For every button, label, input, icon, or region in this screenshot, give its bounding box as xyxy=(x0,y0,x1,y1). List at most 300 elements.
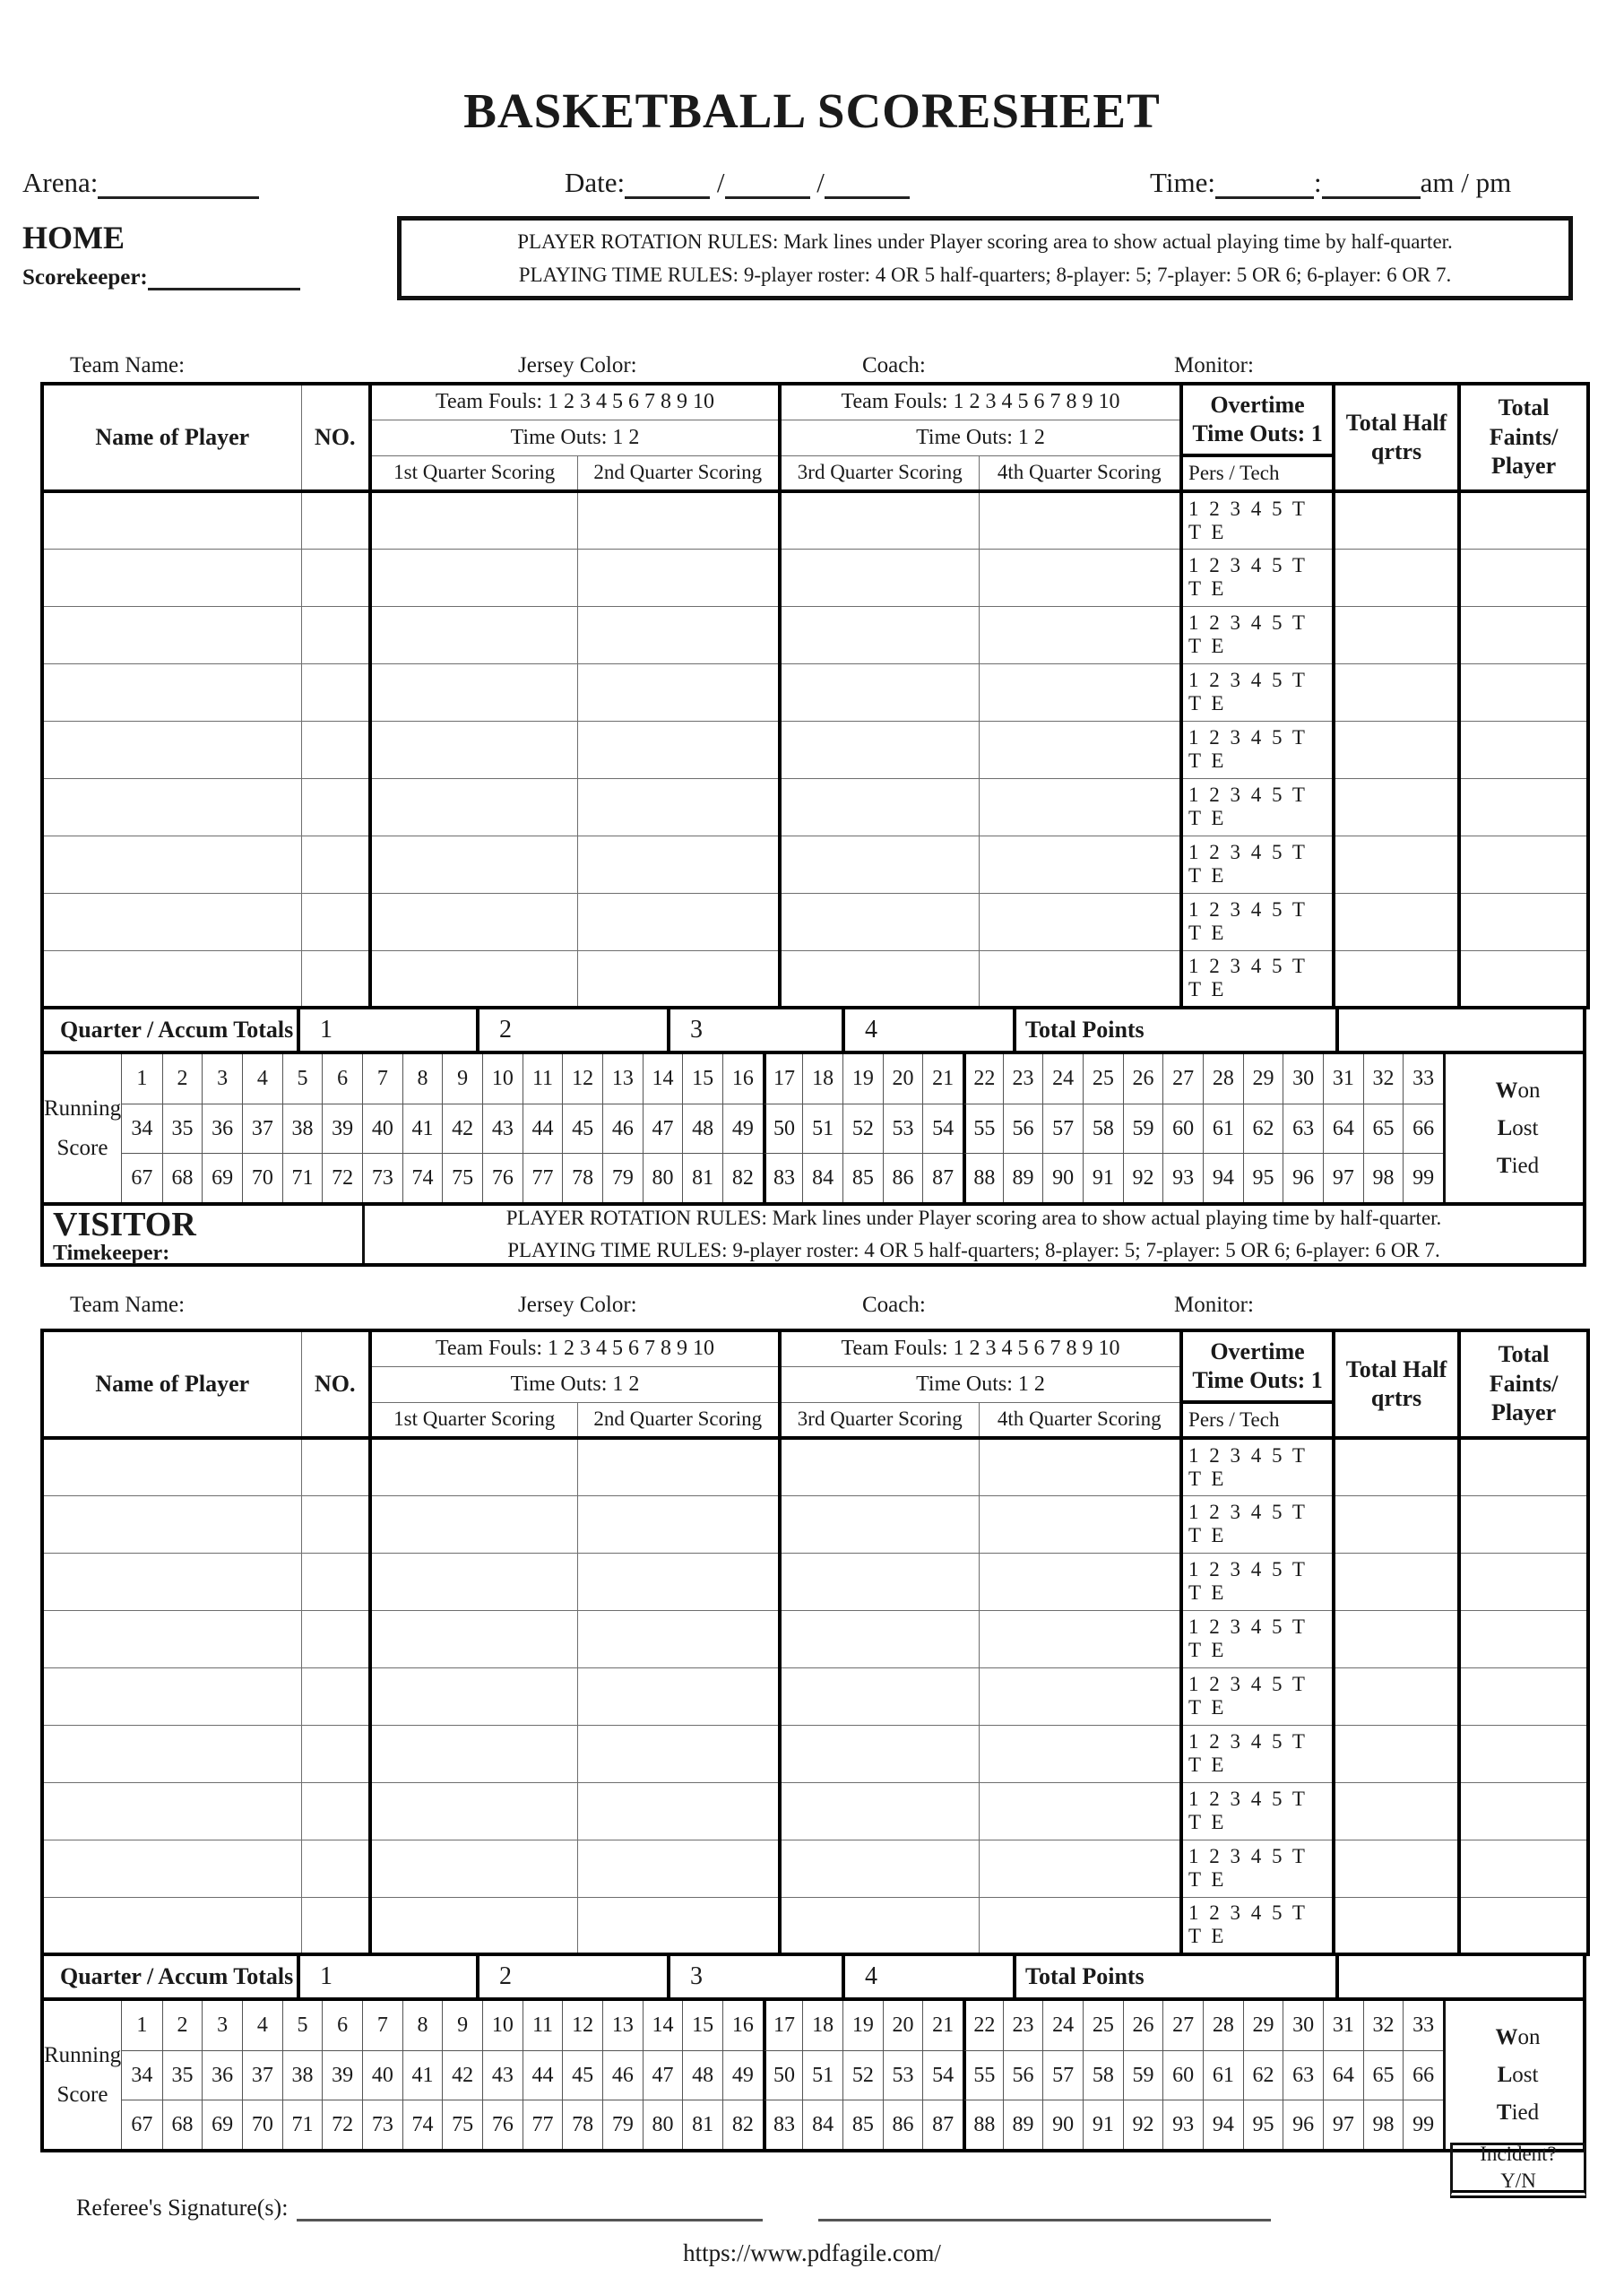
player-no-cell[interactable] xyxy=(301,1667,370,1725)
player-name-cell[interactable] xyxy=(42,778,301,836)
running-score-number: 64 xyxy=(1323,1104,1363,1153)
date-separator: / xyxy=(716,167,725,198)
running-score-number: 22 xyxy=(963,2001,1003,2050)
q3-scoring-cell[interactable] xyxy=(780,1782,979,1840)
running-score-number: 35 xyxy=(162,1104,203,1153)
visitor-section-label-cell xyxy=(44,1206,365,1263)
running-score-number: 40 xyxy=(362,2050,402,2100)
player-name-cell[interactable] xyxy=(42,549,301,606)
q3-scoring-cell[interactable] xyxy=(780,491,979,549)
running-score-number: 64 xyxy=(1323,2050,1363,2100)
q3-total-cell[interactable]: 3 xyxy=(667,1009,842,1051)
total-faints-cell[interactable] xyxy=(1459,1610,1588,1667)
q4-scoring-cell[interactable] xyxy=(979,1725,1181,1782)
total-half-cell[interactable] xyxy=(1334,1610,1459,1667)
q2-scoring-cell[interactable] xyxy=(577,491,780,549)
running-score-number: 67 xyxy=(122,2100,162,2149)
visitor-running-score xyxy=(40,2001,1586,2152)
player-name-cell[interactable] xyxy=(42,1438,301,1495)
player-name-cell[interactable] xyxy=(42,1667,301,1725)
running-score-number: 28 xyxy=(1203,2001,1243,2050)
player-no-cell[interactable] xyxy=(301,721,370,778)
running-score-number: 29 xyxy=(1243,2001,1283,2050)
total-faints-cell[interactable] xyxy=(1459,1553,1588,1610)
q3-scoring-cell[interactable] xyxy=(780,1610,979,1667)
running-score-number: 46 xyxy=(602,2050,643,2100)
total-half-cell[interactable] xyxy=(1334,1725,1459,1782)
q1-scoring-cell[interactable] xyxy=(370,1438,577,1495)
running-score-number: 4 xyxy=(242,1054,282,1104)
q4-scoring-cell[interactable] xyxy=(979,1495,1181,1553)
running-score-number: 66 xyxy=(1403,1104,1443,1153)
running-score-number: 98 xyxy=(1363,2100,1404,2149)
q2-scoring-cell[interactable] xyxy=(577,549,780,606)
q2-scoring-cell[interactable] xyxy=(577,663,780,721)
q1-scoring-cell[interactable] xyxy=(370,663,577,721)
running-score-number: 89 xyxy=(1003,1153,1043,1202)
running-score-number: 12 xyxy=(562,1054,602,1104)
q3-scoring-cell[interactable] xyxy=(780,893,979,950)
q1-scoring-cell[interactable] xyxy=(370,491,577,549)
total-half-cell[interactable] xyxy=(1334,778,1459,836)
player-row xyxy=(42,836,1588,893)
player-name-cell[interactable] xyxy=(42,1782,301,1840)
incident-yn-label: Y/N xyxy=(1500,2169,1536,2192)
player-no-cell[interactable] xyxy=(301,893,370,950)
scorekeeper-field xyxy=(22,265,300,290)
arena-label: Arena: xyxy=(22,167,99,198)
running-score-number: 38 xyxy=(282,2050,323,2100)
lost-label: Lost xyxy=(1497,2062,1539,2087)
visitor-quarter-totals-row xyxy=(40,1956,1586,2001)
total-half-cell[interactable] xyxy=(1334,1495,1459,1553)
running-score-number: 27 xyxy=(1162,2001,1203,2050)
running-score-number: 93 xyxy=(1162,2100,1203,2149)
q1-scoring-cell[interactable] xyxy=(370,1840,577,1897)
time-hour-blank[interactable] xyxy=(1215,173,1314,199)
running-score-number: 32 xyxy=(1363,1054,1404,1104)
q4-scoring-cell[interactable] xyxy=(979,663,1181,721)
total-faints-cell[interactable] xyxy=(1459,778,1588,836)
q1-scoring-cell[interactable] xyxy=(370,893,577,950)
player-name-cell[interactable] xyxy=(42,1897,301,1954)
won-label: Won xyxy=(1495,2024,1541,2049)
running-score-number: 87 xyxy=(922,2100,963,2149)
q3-scoring-cell[interactable] xyxy=(780,549,979,606)
running-score-number: 96 xyxy=(1283,1153,1323,1202)
player-row xyxy=(42,1840,1588,1897)
q1-scoring-header: 1st Quarter Scoring xyxy=(370,1402,577,1438)
q2-scoring-header: 2nd Quarter Scoring xyxy=(577,455,780,491)
q2-scoring-cell[interactable] xyxy=(577,893,780,950)
running-score-number: 25 xyxy=(1083,2001,1123,2050)
running-score-number: 50 xyxy=(763,2050,803,2100)
q4-scoring-cell[interactable] xyxy=(979,1553,1181,1610)
running-score-number: 16 xyxy=(722,1054,763,1104)
referee-signature-blank-1[interactable] xyxy=(297,2199,763,2221)
total-half-cell[interactable] xyxy=(1334,1897,1459,1954)
player-name-cell[interactable] xyxy=(42,1725,301,1782)
pers-tech-cell: 1 2 3 4 5 T T E xyxy=(1181,950,1334,1008)
time-outs-header-2h: Time Outs: 1 2 xyxy=(780,1366,1181,1402)
name-of-player-header: Name of Player xyxy=(42,1330,301,1438)
arena-blank[interactable] xyxy=(98,173,259,199)
q1-scoring-cell[interactable] xyxy=(370,1495,577,1553)
player-no-cell[interactable] xyxy=(301,1725,370,1782)
running-score-label: Running Score xyxy=(44,1096,122,1160)
total-half-cell[interactable] xyxy=(1334,1782,1459,1840)
q3-scoring-cell[interactable] xyxy=(780,1495,979,1553)
q3-scoring-cell[interactable] xyxy=(780,1840,979,1897)
q4-scoring-cell[interactable] xyxy=(979,1438,1181,1495)
total-faints-cell[interactable] xyxy=(1459,663,1588,721)
total-half-cell[interactable] xyxy=(1334,1553,1459,1610)
q4-scoring-cell[interactable] xyxy=(979,893,1181,950)
q4-scoring-cell[interactable] xyxy=(979,1840,1181,1897)
date-month-blank[interactable] xyxy=(625,173,710,199)
q2-scoring-cell[interactable] xyxy=(577,1610,780,1667)
q3-scoring-header: 3rd Quarter Scoring xyxy=(780,455,979,491)
total-faints-cell[interactable] xyxy=(1459,1782,1588,1840)
total-half-cell[interactable] xyxy=(1334,893,1459,950)
timekeeper-label: Timekeeper: xyxy=(53,1242,170,1265)
q2-total-cell[interactable]: 2 xyxy=(476,1009,667,1051)
total-half-cell[interactable] xyxy=(1334,1667,1459,1725)
player-row xyxy=(42,1667,1588,1725)
q1-total-cell[interactable]: 1 xyxy=(297,1956,476,1997)
running-score-number: 70 xyxy=(242,2100,282,2149)
player-name-cell[interactable] xyxy=(42,1553,301,1610)
player-no-cell[interactable] xyxy=(301,836,370,893)
scorekeeper-blank[interactable] xyxy=(148,269,300,290)
running-score-number: 69 xyxy=(202,2100,242,2149)
total-half-cell[interactable] xyxy=(1334,721,1459,778)
footer-url[interactable]: https://www.pdfagile.com/ xyxy=(683,2239,941,2266)
running-score-number: 34 xyxy=(122,1104,162,1153)
running-score-number: 99 xyxy=(1403,1153,1443,1202)
total-faints-cell[interactable] xyxy=(1459,606,1588,663)
player-no-cell[interactable] xyxy=(301,491,370,549)
q1-scoring-cell[interactable] xyxy=(370,606,577,663)
home-player-rows xyxy=(42,491,1588,1008)
running-score-number: 89 xyxy=(1003,2100,1043,2149)
total-half-cell[interactable] xyxy=(1334,950,1459,1008)
q2-scoring-header: 2nd Quarter Scoring xyxy=(577,1402,780,1438)
rules-box-visitor xyxy=(365,1206,1583,1263)
total-faints-cell[interactable] xyxy=(1459,950,1588,1008)
q1-scoring-cell[interactable] xyxy=(370,1553,577,1610)
q3-scoring-cell[interactable] xyxy=(780,950,979,1008)
running-score-number: 67 xyxy=(122,1153,162,1202)
q4-scoring-cell[interactable] xyxy=(979,721,1181,778)
running-score-number: 17 xyxy=(763,1054,803,1104)
running-score-number: 9 xyxy=(442,2001,482,2050)
player-name-cell[interactable] xyxy=(42,491,301,549)
q2-scoring-cell[interactable] xyxy=(577,1840,780,1897)
q2-scoring-cell[interactable] xyxy=(577,606,780,663)
running-score-number: 23 xyxy=(1003,2001,1043,2050)
q2-scoring-cell[interactable] xyxy=(577,1897,780,1954)
team-fouls-header-1h: Team Fouls: 1 2 3 4 5 6 7 8 9 10 xyxy=(370,1330,780,1366)
q3-scoring-cell[interactable] xyxy=(780,1438,979,1495)
q4-scoring-cell[interactable] xyxy=(979,836,1181,893)
player-name-cell[interactable] xyxy=(42,721,301,778)
incident-box[interactable] xyxy=(1450,2143,1586,2198)
q4-total-cell[interactable]: 4 xyxy=(842,1956,1013,1997)
q2-scoring-cell[interactable] xyxy=(577,778,780,836)
q1-scoring-cell[interactable] xyxy=(370,549,577,606)
running-score-number: 78 xyxy=(562,2100,602,2149)
running-score-number: 19 xyxy=(842,2001,883,2050)
pers-tech-cell: 1 2 3 4 5 T T E xyxy=(1181,836,1334,893)
running-score-number: 74 xyxy=(402,2100,443,2149)
q1-scoring-cell[interactable] xyxy=(370,721,577,778)
player-no-cell[interactable] xyxy=(301,778,370,836)
q4-scoring-cell[interactable] xyxy=(979,778,1181,836)
q3-scoring-cell[interactable] xyxy=(780,721,979,778)
player-name-cell[interactable] xyxy=(42,893,301,950)
q1-total-cell[interactable]: 1 xyxy=(297,1009,476,1051)
name-of-player-header: Name of Player xyxy=(42,384,301,491)
total-half-cell[interactable] xyxy=(1334,606,1459,663)
running-score-number: 96 xyxy=(1283,2100,1323,2149)
total-faints-cell[interactable] xyxy=(1459,1667,1588,1725)
q4-scoring-cell[interactable] xyxy=(979,950,1181,1008)
q1-scoring-cell[interactable] xyxy=(370,836,577,893)
q3-scoring-cell[interactable] xyxy=(780,1667,979,1725)
running-score-number: 55 xyxy=(963,2050,1003,2100)
q3-total-cell[interactable]: 3 xyxy=(667,1956,842,1997)
player-name-cell[interactable] xyxy=(42,606,301,663)
q3-scoring-cell[interactable] xyxy=(780,663,979,721)
total-points-label: Total Points xyxy=(1013,1009,1335,1051)
rules-line-1: PLAYER ROTATION RULES: Mark lines under Player scoring area to show actual playing time by half-quarter. xyxy=(517,230,1453,253)
pers-tech-header: Pers / Tech xyxy=(1181,1402,1334,1438)
date-day-blank[interactable] xyxy=(725,173,810,199)
referee-signature-blank-2[interactable] xyxy=(818,2199,1271,2221)
running-score-number: 63 xyxy=(1283,1104,1323,1153)
q2-scoring-cell[interactable] xyxy=(577,1725,780,1782)
q1-scoring-cell[interactable] xyxy=(370,1667,577,1725)
player-number-header: NO. xyxy=(301,384,370,491)
pers-tech-cell: 1 2 3 4 5 T T E xyxy=(1181,1782,1334,1840)
running-score-number: 30 xyxy=(1283,2001,1323,2050)
total-half-cell[interactable] xyxy=(1334,1840,1459,1897)
running-score-number: 18 xyxy=(802,1054,842,1104)
running-score-number: 53 xyxy=(883,2050,923,2100)
date-year-blank[interactable] xyxy=(825,173,910,199)
running-score-number: 98 xyxy=(1363,1153,1404,1202)
running-score-number: 5 xyxy=(282,2001,323,2050)
total-half-cell[interactable] xyxy=(1334,836,1459,893)
pers-tech-cell: 1 2 3 4 5 T T E xyxy=(1181,1438,1334,1495)
team-fouls-header-1h: Team Fouls: 1 2 3 4 5 6 7 8 9 10 xyxy=(370,384,780,420)
running-score-number: 10 xyxy=(482,1054,523,1104)
q2-total-cell[interactable]: 2 xyxy=(476,1956,667,1997)
pers-tech-cell: 1 2 3 4 5 T T E xyxy=(1181,1840,1334,1897)
jersey-color-label: Jersey Color: xyxy=(518,1293,637,1317)
visitor-section-label: VISITOR xyxy=(53,1206,196,1243)
total-faints-cell[interactable] xyxy=(1459,491,1588,549)
running-score-number: 47 xyxy=(643,2050,683,2100)
running-score-number: 27 xyxy=(1162,1054,1203,1104)
pers-tech-cell: 1 2 3 4 5 T T E xyxy=(1181,549,1334,606)
player-no-cell[interactable] xyxy=(301,549,370,606)
q4-scoring-cell[interactable] xyxy=(979,1782,1181,1840)
running-score-number: 18 xyxy=(802,2001,842,2050)
total-faints-cell[interactable] xyxy=(1459,893,1588,950)
total-half-qrtrs-header: Total Half qrtrs xyxy=(1334,384,1459,491)
q2-scoring-cell[interactable] xyxy=(577,1667,780,1725)
q1-scoring-cell[interactable] xyxy=(370,1782,577,1840)
running-score-number: 94 xyxy=(1203,1153,1243,1202)
overtime-header xyxy=(1181,1330,1334,1402)
player-name-cell[interactable] xyxy=(42,663,301,721)
page-title: BASKETBALL SCORESHEET xyxy=(463,83,1161,138)
running-score-number: 6 xyxy=(322,1054,362,1104)
q4-scoring-cell[interactable] xyxy=(979,606,1181,663)
pers-tech-header: Pers / Tech xyxy=(1181,455,1334,491)
visitor-score-table xyxy=(40,1329,1590,1956)
pers-tech-cell: 1 2 3 4 5 T T E xyxy=(1181,1897,1334,1954)
incident-label: Incident? xyxy=(1480,2143,1557,2166)
player-no-cell[interactable] xyxy=(301,950,370,1008)
running-score-number: 4 xyxy=(242,2001,282,2050)
q3-scoring-cell[interactable] xyxy=(780,606,979,663)
total-half-cell[interactable] xyxy=(1334,663,1459,721)
player-no-cell[interactable] xyxy=(301,1840,370,1897)
player-row xyxy=(42,606,1588,663)
running-score-number: 83 xyxy=(763,2100,803,2149)
player-no-cell[interactable] xyxy=(301,1495,370,1553)
total-faints-cell[interactable] xyxy=(1459,1897,1588,1954)
q3-scoring-cell[interactable] xyxy=(780,836,979,893)
running-score-number: 76 xyxy=(482,1153,523,1202)
q3-scoring-cell[interactable] xyxy=(780,1725,979,1782)
running-score-number: 80 xyxy=(643,2100,683,2149)
q2-scoring-cell[interactable] xyxy=(577,1438,780,1495)
running-score-number: 71 xyxy=(282,1153,323,1202)
time-minute-blank[interactable] xyxy=(1322,173,1421,199)
rules-line-1: PLAYER ROTATION RULES: Mark lines under Player scoring area to show actual playing time by half-quarter. xyxy=(505,1207,1442,1230)
running-score-number: 70 xyxy=(242,1153,282,1202)
q1-scoring-cell[interactable] xyxy=(370,1610,577,1667)
running-score-number: 68 xyxy=(162,2100,203,2149)
q1-scoring-cell[interactable] xyxy=(370,778,577,836)
q2-scoring-cell[interactable] xyxy=(577,1553,780,1610)
player-no-cell[interactable] xyxy=(301,1897,370,1954)
quarter-accum-totals-label: Quarter / Accum Totals xyxy=(60,1963,294,1989)
player-no-cell[interactable] xyxy=(301,1782,370,1840)
overtime-label: Overtime xyxy=(1210,391,1305,418)
running-score-number: 81 xyxy=(682,2100,722,2149)
total-half-cell[interactable] xyxy=(1334,549,1459,606)
total-points-value-cell[interactable] xyxy=(1335,1009,1583,1051)
running-score-number: 29 xyxy=(1243,1054,1283,1104)
player-name-cell[interactable] xyxy=(42,950,301,1008)
coach-label: Coach: xyxy=(862,1293,926,1317)
q4-total-cell[interactable]: 4 xyxy=(842,1009,1013,1051)
running-score-number: 53 xyxy=(883,1104,923,1153)
q1-scoring-cell[interactable] xyxy=(370,1725,577,1782)
q2-scoring-cell[interactable] xyxy=(577,950,780,1008)
player-name-cell[interactable] xyxy=(42,1610,301,1667)
q4-scoring-cell[interactable] xyxy=(979,1667,1181,1725)
running-score-number: 47 xyxy=(643,1104,683,1153)
running-score-number: 25 xyxy=(1083,1054,1123,1104)
running-score-grid xyxy=(121,1054,1443,1202)
total-faints-cell[interactable] xyxy=(1459,1495,1588,1553)
total-points-value-cell[interactable] xyxy=(1335,1956,1583,1997)
total-faints-cell[interactable] xyxy=(1459,836,1588,893)
player-name-cell[interactable] xyxy=(42,836,301,893)
total-half-cell[interactable] xyxy=(1334,1438,1459,1495)
running-score-number: 38 xyxy=(282,1104,323,1153)
q3-scoring-cell[interactable] xyxy=(780,1553,979,1610)
player-no-cell[interactable] xyxy=(301,663,370,721)
running-score-number: 42 xyxy=(442,1104,482,1153)
running-score-number: 57 xyxy=(1042,1104,1083,1153)
q3-scoring-cell[interactable] xyxy=(780,778,979,836)
running-score-number: 63 xyxy=(1283,2050,1323,2100)
player-name-cell[interactable] xyxy=(42,1840,301,1897)
player-no-cell[interactable] xyxy=(301,1438,370,1495)
running-score-number: 40 xyxy=(362,1104,402,1153)
q4-scoring-cell[interactable] xyxy=(979,491,1181,549)
q2-scoring-cell[interactable] xyxy=(577,1782,780,1840)
running-score-number: 78 xyxy=(562,1153,602,1202)
total-points-label: Total Points xyxy=(1013,1956,1335,1997)
total-faints-cell[interactable] xyxy=(1459,1725,1588,1782)
running-score-number: 85 xyxy=(842,2100,883,2149)
running-score-number: 22 xyxy=(963,1054,1003,1104)
q2-scoring-cell[interactable] xyxy=(577,1495,780,1553)
player-no-cell[interactable] xyxy=(301,606,370,663)
pers-tech-cell: 1 2 3 4 5 T T E xyxy=(1181,778,1334,836)
total-faints-cell[interactable] xyxy=(1459,1438,1588,1495)
player-no-cell[interactable] xyxy=(301,1610,370,1667)
total-faints-cell[interactable] xyxy=(1459,1840,1588,1897)
running-score-number: 58 xyxy=(1083,1104,1123,1153)
q1-scoring-cell[interactable] xyxy=(370,950,577,1008)
running-score-number: 24 xyxy=(1042,2001,1083,2050)
date-separator: / xyxy=(816,167,825,198)
running-score-number: 26 xyxy=(1123,1054,1163,1104)
total-faints-cell[interactable] xyxy=(1459,549,1588,606)
player-row xyxy=(42,491,1588,549)
player-row xyxy=(42,1897,1588,1954)
home-scoring-section xyxy=(40,382,1586,1267)
running-score-number: 72 xyxy=(322,2100,362,2149)
q2-scoring-cell[interactable] xyxy=(577,836,780,893)
running-score-number: 37 xyxy=(242,1104,282,1153)
total-faints-cell[interactable] xyxy=(1459,721,1588,778)
player-name-cell[interactable] xyxy=(42,1495,301,1553)
running-score-number: 95 xyxy=(1243,1153,1283,1202)
running-score-number: 91 xyxy=(1083,1153,1123,1202)
total-half-cell[interactable] xyxy=(1334,491,1459,549)
q1-scoring-cell[interactable] xyxy=(370,1897,577,1954)
q4-scoring-cell[interactable] xyxy=(979,1897,1181,1954)
running-score-number: 12 xyxy=(562,2001,602,2050)
q3-scoring-cell[interactable] xyxy=(780,1897,979,1954)
game-result-cell xyxy=(1443,2001,1590,2149)
player-no-cell[interactable] xyxy=(301,1553,370,1610)
q2-scoring-cell[interactable] xyxy=(577,721,780,778)
running-score-number: 82 xyxy=(722,2100,763,2149)
q4-scoring-cell[interactable] xyxy=(979,1610,1181,1667)
q4-scoring-cell[interactable] xyxy=(979,549,1181,606)
